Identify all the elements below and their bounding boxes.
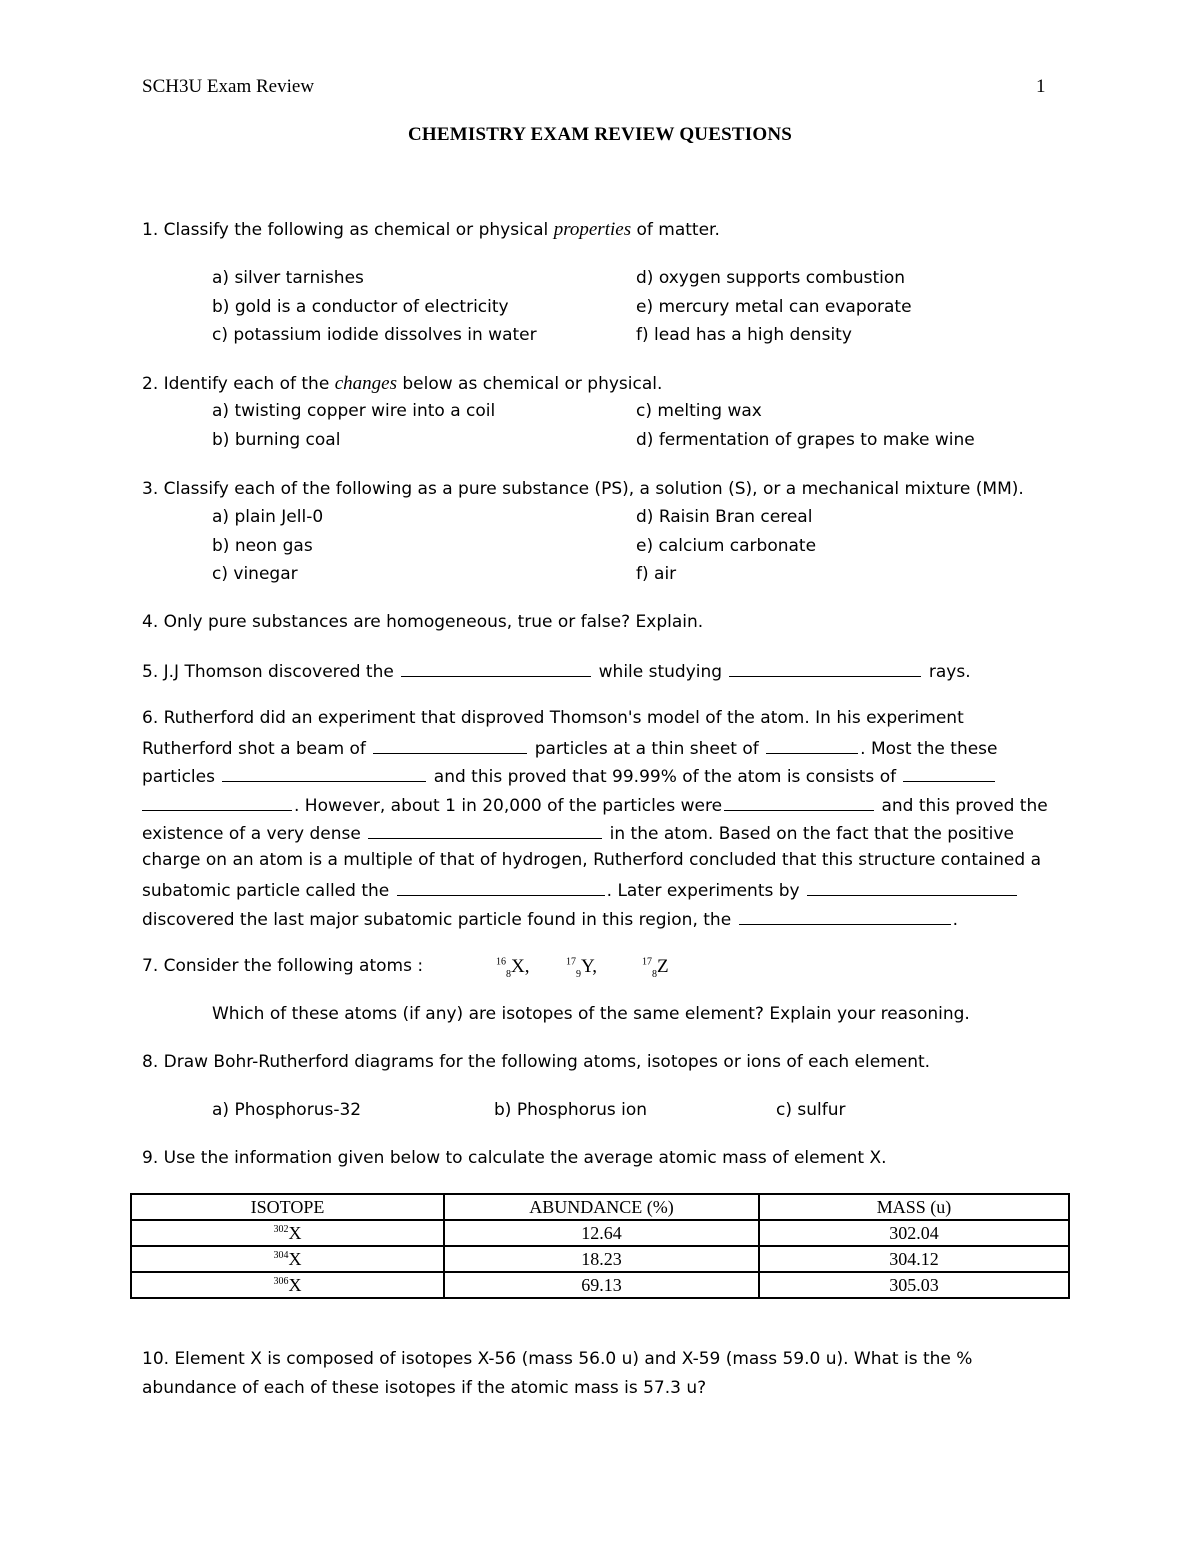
- q2-option-b: b) burning coal: [212, 430, 341, 450]
- table-row: [131, 1220, 1069, 1246]
- question-8: 8. Draw Bohr-Rutherford diagrams for the following atoms, isotopes or ions of each element.: [142, 1052, 931, 1072]
- q1-option-d: d) oxygen supports combustion: [636, 268, 906, 288]
- column-header-mass: MASS (u): [759, 1194, 1069, 1220]
- q6-line-1: 6. Rutherford did an experiment that disproved Thomson's model of the atom. In his experiment: [142, 708, 964, 728]
- q6-line-2: [142, 737, 998, 759]
- q6-line-4: [142, 794, 1048, 816]
- q1-option-a: a) silver tarnishes: [212, 268, 364, 288]
- abundance-cell: 12.64: [444, 1220, 759, 1246]
- q6-text: and this proved that 99.99% of the atom is consists of: [428, 767, 902, 787]
- q1-option-f: f) lead has a high density: [636, 325, 852, 345]
- q2-text-post: below as chemical or physical.: [396, 374, 663, 394]
- abundance-cell: 18.23: [444, 1246, 759, 1272]
- mass-number: 306: [273, 1275, 289, 1287]
- element-symbol: Z: [657, 956, 669, 977]
- q6-text: in the atom. Based on the fact that the positive: [604, 824, 1014, 844]
- q3-option-e: e) calcium carbonate: [636, 536, 817, 556]
- table-row: [131, 1272, 1069, 1298]
- element-symbol: Y: [581, 956, 593, 977]
- answer-blank: [724, 794, 874, 811]
- q2-text-italic: changes: [334, 373, 397, 394]
- q6-text: and this proved the: [876, 796, 1048, 816]
- q2-option-d: d) fermentation of grapes to make wine: [636, 430, 975, 450]
- column-header-isotope: ISOTOPE: [131, 1194, 444, 1220]
- answer-blank: [807, 879, 1017, 896]
- isotope-cell: [131, 1220, 444, 1246]
- column-header-abundance: ABUNDANCE (%): [444, 1194, 759, 1220]
- q6-text: .: [952, 910, 958, 930]
- q2-text-pre: 2. Identify each of the: [142, 374, 335, 394]
- question-2: [142, 373, 662, 395]
- answer-blank: [401, 660, 591, 677]
- q3-option-f: f) air: [636, 564, 677, 584]
- question-4: 4. Only pure substances are homogeneous, true or false? Explain.: [142, 612, 704, 632]
- q3-option-c: c) vinegar: [212, 564, 298, 584]
- table-row: [131, 1246, 1069, 1272]
- q1-option-e: e) mercury metal can evaporate: [636, 297, 912, 317]
- question-9: 9. Use the information given below to calculate the average atomic mass of element X.: [142, 1148, 887, 1168]
- atomic-number: 9: [576, 968, 581, 980]
- q1-text-pre: 1. Classify the following as chemical or physical: [142, 220, 554, 240]
- q8-item-a: a) Phosphorus-32: [212, 1100, 362, 1120]
- table-header-row: [131, 1194, 1069, 1220]
- mass-number: 17: [566, 956, 576, 968]
- q6-line-7: [142, 879, 1019, 901]
- q8-item-c: c) sulfur: [776, 1100, 846, 1120]
- q2-option-a: a) twisting copper wire into a coil: [212, 401, 496, 421]
- atomic-number: 8: [506, 968, 511, 980]
- q6-line-6: charge on an atom is a multiple of that of hydrogen, Rutherford concluded that this structure contained a: [142, 850, 1041, 870]
- q3-option-a: a) plain Jell-0: [212, 507, 324, 527]
- q7-question: Which of these atoms (if any) are isotopes of the same element? Explain your reasoning.: [212, 1004, 970, 1024]
- separator: ,: [592, 956, 598, 977]
- element-symbol: X: [288, 1222, 302, 1243]
- answer-blank: [729, 660, 921, 677]
- question-5: [142, 660, 971, 682]
- mass-cell: 304.12: [759, 1246, 1069, 1272]
- q3-option-b: b) neon gas: [212, 536, 313, 556]
- mass-number: 302: [273, 1223, 289, 1235]
- q5-part2: while studying: [593, 662, 728, 682]
- abundance-cell: 69.13: [444, 1272, 759, 1298]
- q1-text-italic: properties: [553, 219, 632, 240]
- isotope-cell: [131, 1272, 444, 1298]
- answer-blank: [739, 908, 951, 925]
- q6-line-5: [142, 822, 1014, 844]
- q6-text: . Later experiments by: [606, 881, 806, 901]
- question-3: 3. Classify each of the following as a pure substance (PS), a solution (S), or a mechanical mixture (MM).: [142, 479, 1024, 499]
- atom-notation-2: [566, 956, 597, 978]
- q6-text: Rutherford shot a beam of: [142, 739, 372, 759]
- q6-text: particles: [142, 767, 221, 787]
- question-10-line-2: abundance of each of these isotopes if the atomic mass is 57.3 u?: [142, 1378, 707, 1398]
- atom-notation-3: [642, 956, 669, 978]
- element-symbol: X: [288, 1248, 302, 1269]
- page-title: CHEMISTRY EXAM REVIEW QUESTIONS: [407, 124, 793, 145]
- q6-line-8: [142, 908, 958, 930]
- q1-option-c: c) potassium iodide dissolves in water: [212, 325, 537, 345]
- q1-option-b: b) gold is a conductor of electricity: [212, 297, 509, 317]
- q6-text: discovered the last major subatomic particle found in this region, the: [142, 910, 737, 930]
- q6-line-3: [142, 765, 997, 787]
- atom-notation-1: [496, 956, 529, 978]
- mass-cell: 302.04: [759, 1220, 1069, 1246]
- q6-text: particles at a thin sheet of: [529, 739, 765, 759]
- separator: ,: [524, 956, 530, 977]
- q5-part1: 5. J.J Thomson discovered the: [142, 662, 400, 682]
- q6-text: existence of a very dense: [142, 824, 367, 844]
- q2-option-c: c) melting wax: [636, 401, 762, 421]
- isotope-cell: [131, 1246, 444, 1272]
- question-7: 7. Consider the following atoms :: [142, 956, 424, 976]
- answer-blank: [373, 737, 527, 754]
- atomic-number: 8: [652, 968, 657, 980]
- answer-blank: [222, 765, 426, 782]
- page-number: 1: [1036, 76, 1046, 97]
- q3-option-d: d) Raisin Bran cereal: [636, 507, 813, 527]
- mass-number: 304: [273, 1249, 289, 1261]
- answer-blank: [397, 879, 605, 896]
- mass-number: 16: [496, 956, 506, 968]
- header-course: SCH3U Exam Review: [142, 76, 315, 97]
- answer-blank: [368, 822, 602, 839]
- q6-text: . Most the these: [860, 739, 998, 759]
- q6-text: subatomic particle called the: [142, 881, 395, 901]
- element-symbol: X: [288, 1274, 302, 1295]
- answer-blank: [766, 737, 858, 754]
- answer-blank: [142, 794, 292, 811]
- q6-text: . However, about 1 in 20,000 of the particles were: [294, 796, 723, 816]
- answer-blank: [903, 765, 995, 782]
- question-1: [142, 219, 720, 241]
- mass-number: 17: [642, 956, 652, 968]
- isotope-table: [130, 1193, 1070, 1299]
- element-symbol: X: [511, 956, 525, 977]
- mass-cell: 305.03: [759, 1272, 1069, 1298]
- q8-item-b: b) Phosphorus ion: [494, 1100, 647, 1120]
- question-10-line-1: 10. Element X is composed of isotopes X-56 (mass 56.0 u) and X-59 (mass 59.0 u). What is the %: [142, 1349, 973, 1369]
- q1-text-post: of matter.: [631, 220, 720, 240]
- q5-part3: rays.: [923, 662, 971, 682]
